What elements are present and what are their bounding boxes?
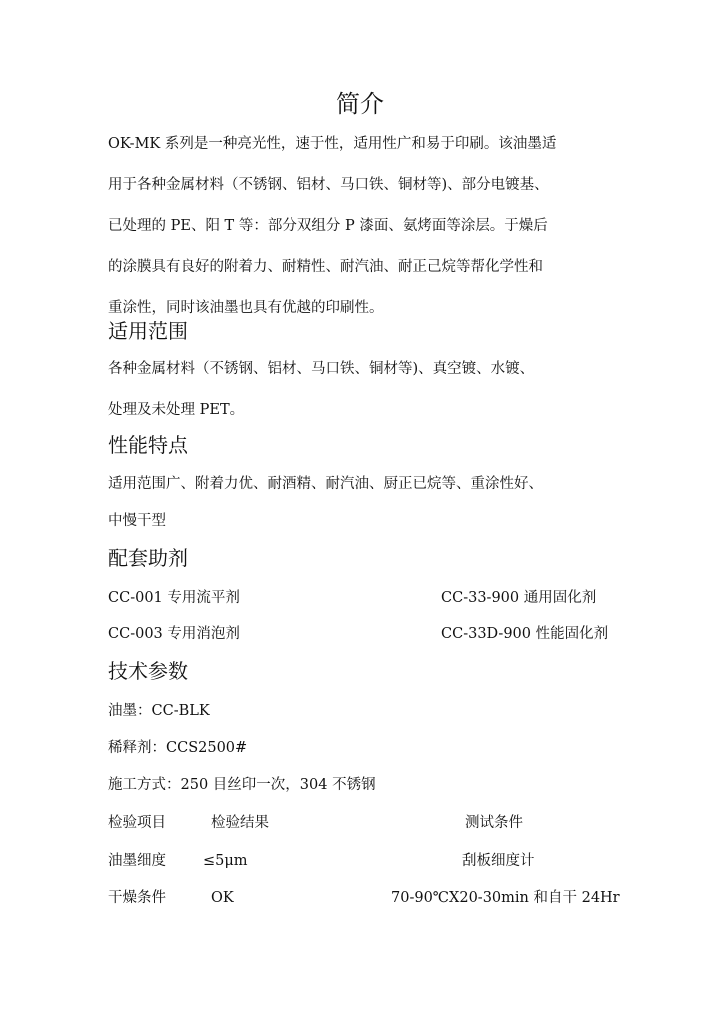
table-row-condition: 70-90℃X20-30min 和自干 24Hr — [391, 890, 620, 906]
features-line-2: 中慢干型 — [108, 513, 166, 529]
table-row-item: 干燥条件 — [108, 890, 166, 906]
table-row-result: OK — [211, 890, 234, 906]
table-header-item: 检验项目 — [108, 815, 166, 831]
intro-line-1: OK-MK 系列是一种亮光性，速于性，适用性广和易于印刷。该油墨适 — [108, 136, 557, 152]
table-row-result: ≤5μm — [203, 853, 248, 869]
intro-line-3: 已处理的 PE、阳 T 等：部分双组分 P 漆面、氨烤面等涂层。于燥后 — [108, 218, 548, 234]
intro-line-4: 的涂膜具有良好的附着力、耐精性、耐汽油、耐正己烷等帮化学性和 — [108, 259, 543, 275]
params-heading: 技术参数 — [108, 659, 188, 683]
page-title: 简介 — [336, 90, 384, 118]
table-header-condition: 测试条件 — [465, 815, 523, 831]
scope-line-1: 各种金属材料（不锈钢、铝材、马口铁、铜材等)、真空镀、水镀、 — [108, 361, 535, 377]
intro-line-5: 重涂性，同时该油墨也具有优越的印刷性。 — [108, 300, 384, 316]
param-method: 施工方式：250 目丝印一次，304 不锈钢 — [108, 777, 376, 793]
additive-item: CC-001 专用流平剂 — [108, 590, 240, 606]
param-thinner: 稀释剂：CCS2500# — [108, 740, 248, 756]
features-heading: 性能特点 — [108, 433, 188, 457]
additive-item: CC-33D-900 性能固化剂 — [441, 626, 609, 642]
table-row-item: 油墨细度 — [108, 853, 166, 869]
additives-heading: 配套助剂 — [108, 546, 188, 570]
intro-line-2: 用于各种金属材料（不锈钢、铝材、马口铁、铜材等)、部分电镀基、 — [108, 177, 549, 193]
scope-heading: 适用范围 — [108, 319, 188, 343]
param-ink: 油墨：CC-BLK — [108, 703, 210, 719]
table-row-condition: 刮板细度计 — [462, 853, 535, 869]
scope-line-2: 处理及未处理 PET。 — [108, 402, 245, 418]
additive-item: CC-33-900 通用固化剂 — [441, 590, 597, 606]
additive-item: CC-003 专用消泡剂 — [108, 626, 240, 642]
table-header-result: 检验结果 — [211, 815, 269, 831]
features-line-1: 适用范围广、附着力优、耐酒精、耐汽油、厨正已烷等、重涂性好、 — [108, 476, 543, 492]
